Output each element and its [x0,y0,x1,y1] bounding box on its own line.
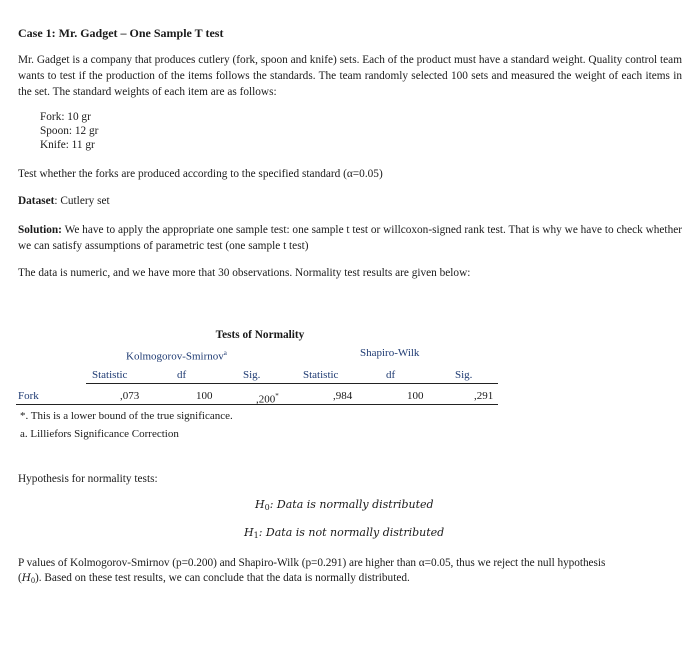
cell-sw-sig: ,291 [474,390,494,402]
cell-ks-sig-sup: * [275,392,279,400]
col-header-sig-1: Sig. [243,369,261,381]
cell-sw-statistic: ,984 [333,390,353,402]
cell-sw-df: 100 [407,390,424,402]
h1-letter: H [244,526,254,539]
solution-paragraph [18,222,682,254]
header-rule [86,383,498,384]
weight-fork: Fork: 10 gr [40,111,91,123]
solution-text: We have to apply the appropriate one sample test: one sample t test or willcoxon-signed rank test. That is why we have to check whether we can satisfy assumptions of parametric test (one sample t test) [18,224,682,252]
weight-knife: Knife: 11 gr [40,139,95,151]
group-ks-header [126,346,227,364]
h1-subscript: 1 [253,531,259,540]
intro-paragraph: Mr. Gadget is a company that produces cutlery (fork, spoon and knife) sets. Each of the product must have a standard weight. Quality control team wants to test if the production of the items follows the standards. The team randomly selected 100 sets and measured the weight of each items in the set. The standard weights of each item are as follows: [18,54,682,98]
dataset-line [18,193,110,209]
col-header-df-2: df [386,369,396,381]
cell-ks-sig-value: ,200 [256,393,276,406]
conclusion-line-1: P values of Kolmogorov-Smirnov (p=0.200) and Shapiro-Wilk (p=0.291) are higher than α=0.05, thus we reject the null hypothesis [18,557,606,569]
task-text: Test whether the forks are produced according to the specified standard (α=0.05) [18,168,383,180]
bottom-rule [16,404,498,405]
weight-spoon: Spoon: 12 gr [40,125,99,137]
table-footnote-2: a. Lilliefors Significance Correction [20,428,179,440]
hypothesis-intro: Hypothesis for normality tests: [18,473,158,485]
cell-ks-df: 100 [196,390,213,402]
h0-text: : Data is normally distributed [269,498,434,511]
col-header-statistic-2: Statistic [303,369,339,381]
col-header-sig-2: Sig. [455,369,473,381]
col-header-statistic-1: Statistic [92,369,128,381]
group-ks-sup: a [223,349,227,357]
conclusion-h-letter: H [21,572,31,584]
cell-ks-statistic: ,073 [120,390,140,402]
hypothesis-h1 [244,526,444,540]
conclusion-line-2 [18,570,410,589]
hypothesis-h0 [255,498,434,512]
solution-label: Solution: [18,224,62,236]
group-sw-header: Shapiro-Wilk [360,347,420,359]
conclusion-open-paren: ( [18,572,22,584]
dataset-value: : Cutlery set [54,195,110,207]
numeric-text: The data is numeric, and we have more that 30 observations. Normality test results are given below: [18,267,471,279]
group-ks-label: Kolmogorov-Smirnov [126,350,224,363]
conclusion-h-subscript: 0 [30,576,35,585]
h1-text: : Data is not normally distributed [258,526,445,539]
col-header-df-1: df [177,369,187,381]
table-footnote-1: *. This is a lower bound of the true significance. [20,410,233,422]
row-label-fork: Fork [18,390,39,402]
case-title: Case 1: Mr. Gadget – One Sample T test [18,26,224,40]
h0-subscript: 0 [264,503,270,512]
dataset-label: Dataset [18,195,55,207]
h0-letter: H [255,498,265,511]
table-title: Tests of Normality [215,329,305,341]
conclusion-rest: ). Based on these test results, we can conclude that the data is normally distributed. [34,572,410,584]
